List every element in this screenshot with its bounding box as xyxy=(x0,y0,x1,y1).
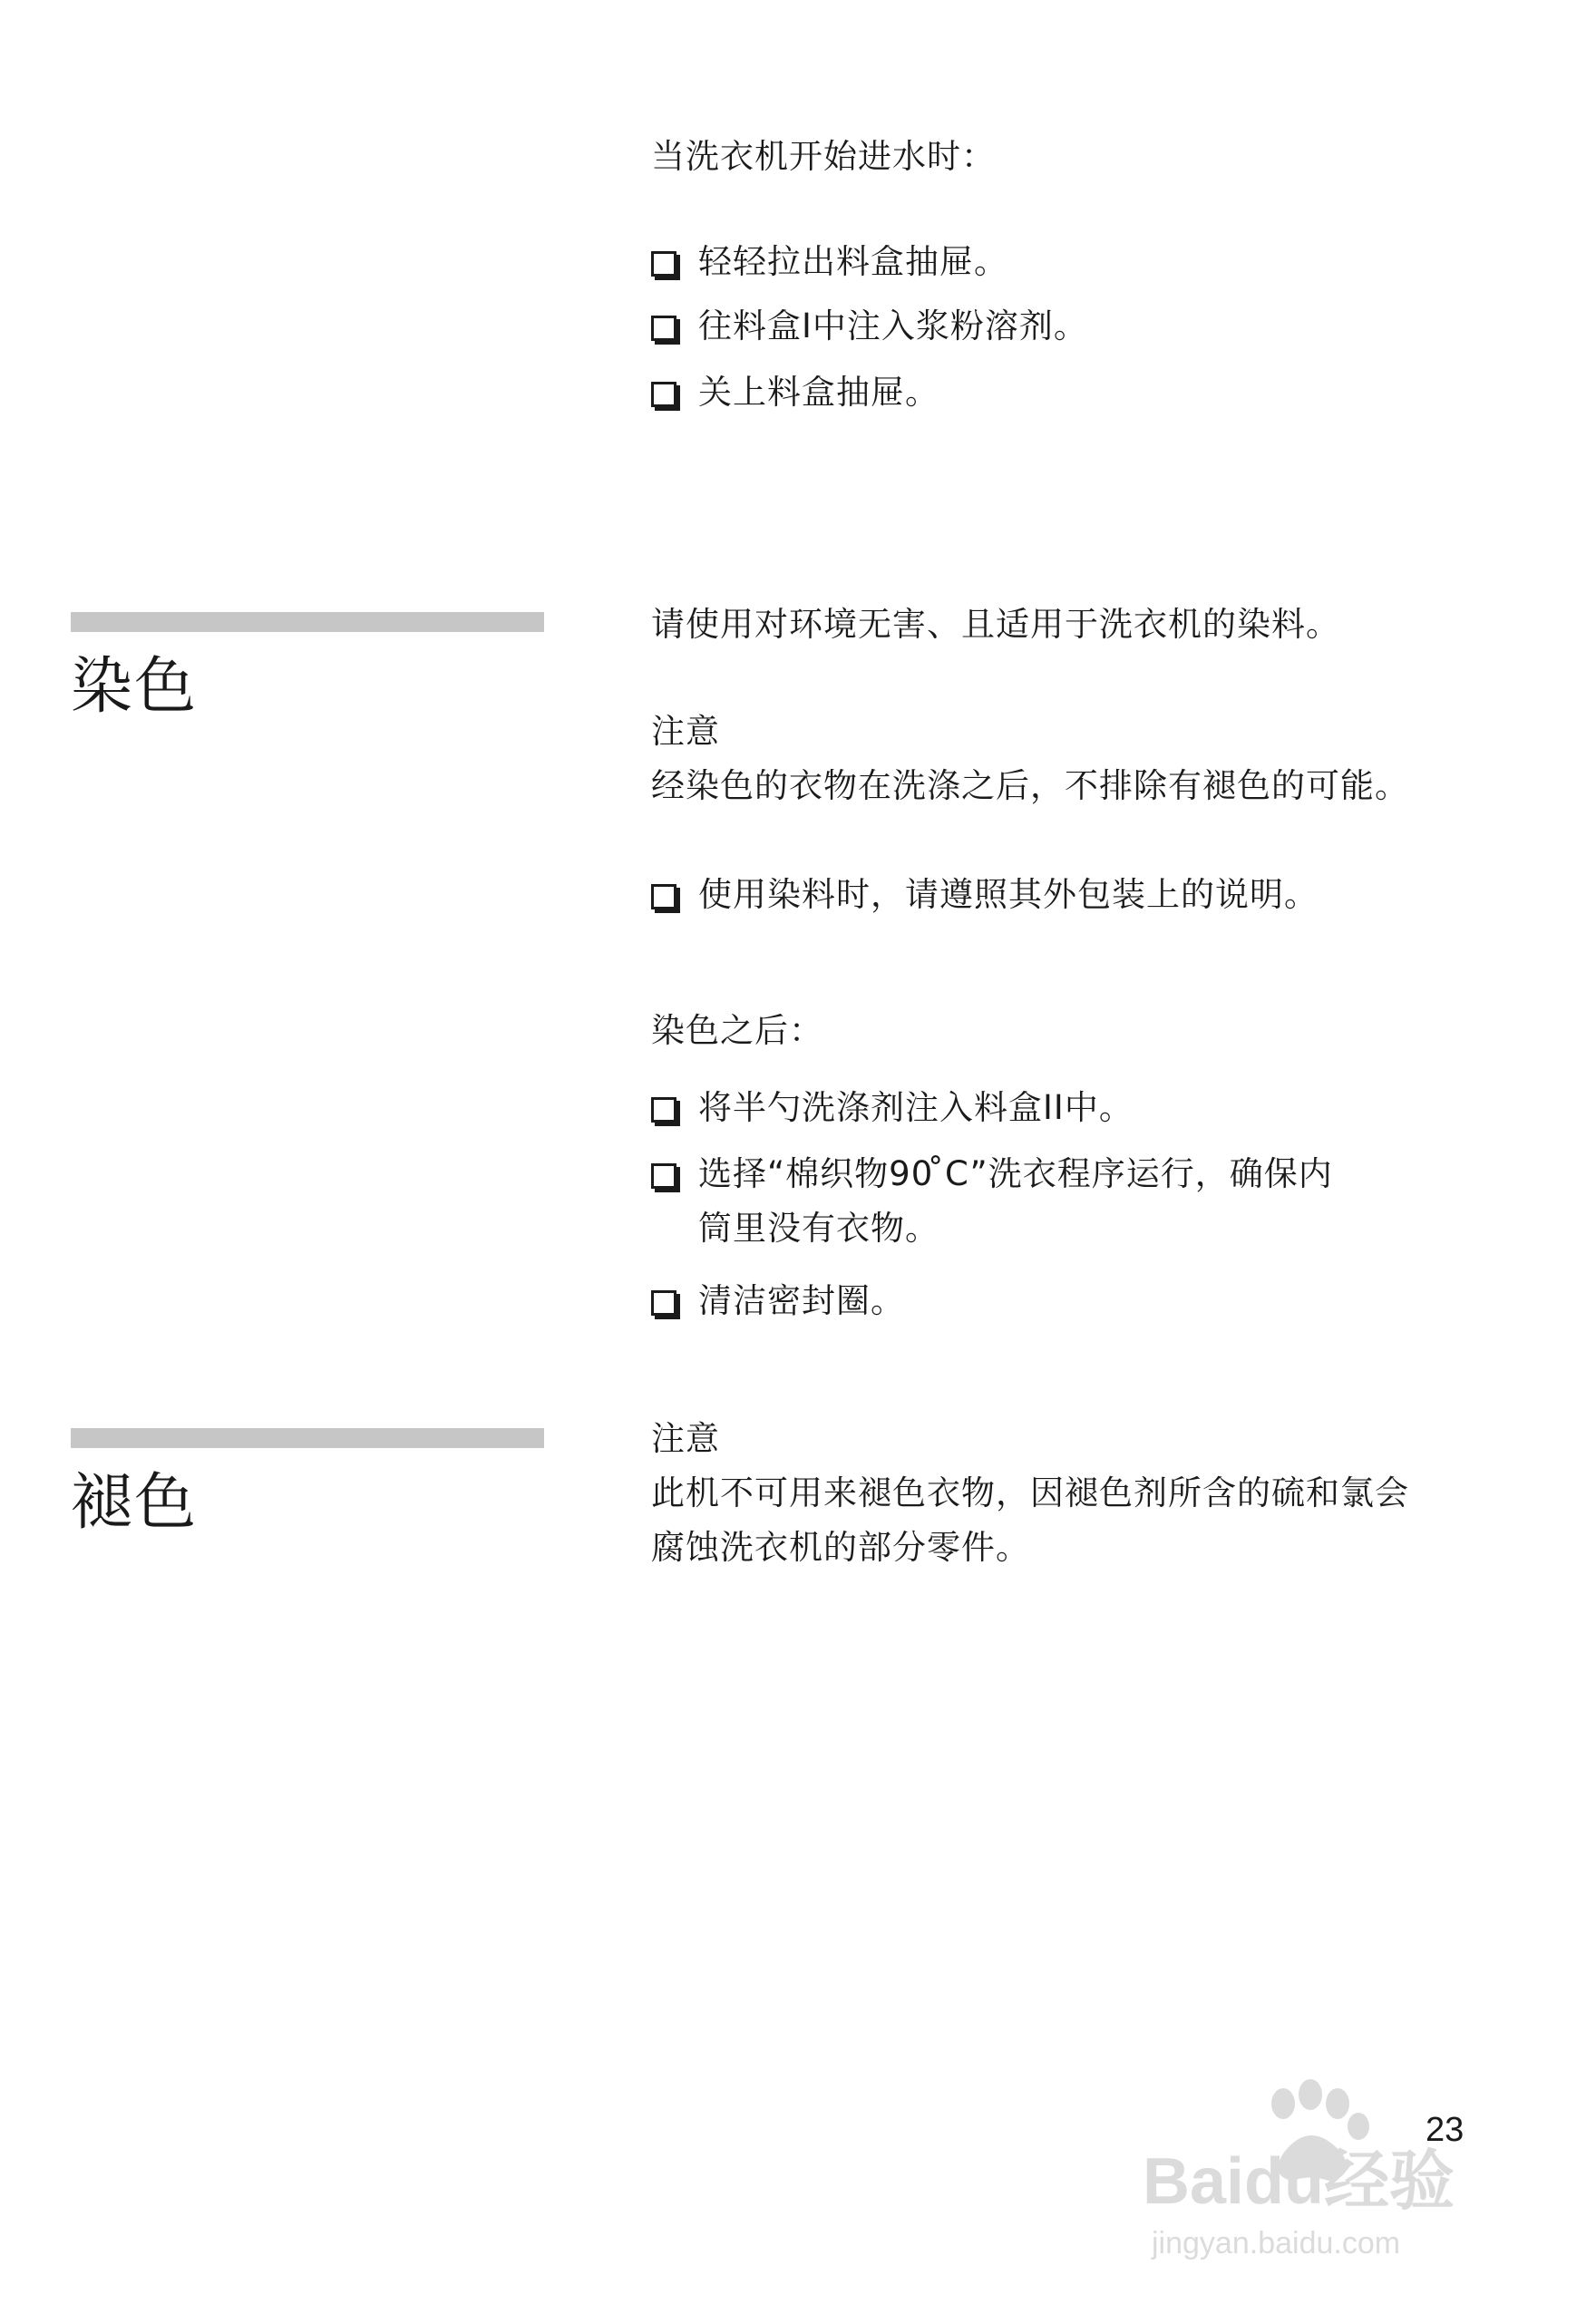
list-item xyxy=(651,1150,1333,1253)
checkbox-icon xyxy=(651,1097,676,1123)
dyeing-paragraph: 请使用对环境无害、且适用于洗衣机的染料。 xyxy=(651,605,1340,644)
section-divider xyxy=(71,612,544,632)
list-item xyxy=(651,1277,905,1326)
checkbox-icon xyxy=(651,1290,676,1316)
list-item-text: 选择“棉织物90 ̊C”洗衣程序运行，确保内 xyxy=(698,1154,1333,1193)
list-item-text-continued: 筒里没有衣物。 xyxy=(698,1209,939,1248)
section-title-fading: 褪色 xyxy=(71,1467,199,1539)
note-text-continued: 腐蚀洗衣机的部分零件。 xyxy=(651,1528,1030,1567)
checkbox-icon xyxy=(651,382,676,407)
note-label: 注意 xyxy=(651,1419,720,1458)
list-item xyxy=(651,302,1088,351)
note-text: 此机不可用来褪色衣物，因褪色剂所含的硫和氯会 xyxy=(651,1473,1409,1512)
checkbox-icon xyxy=(651,251,676,277)
list-item-text: 往料盒I中注入浆粉溶剂。 xyxy=(698,306,1088,345)
list-item xyxy=(651,368,939,417)
list-item xyxy=(651,870,1319,919)
list-item-text: 轻轻拉出料盒抽屉。 xyxy=(698,242,1008,281)
list-item xyxy=(651,1084,1134,1133)
list-item-text: 清洁密封圈。 xyxy=(698,1281,905,1320)
list-item-text: 关上料盒抽屉。 xyxy=(698,373,939,412)
section-title-dyeing: 染色 xyxy=(71,651,199,723)
checkbox-icon xyxy=(651,1163,676,1189)
note-label: 注意 xyxy=(651,712,720,751)
section-divider xyxy=(71,1428,544,1448)
baidu-watermark xyxy=(1124,2067,1505,2276)
watermark-brand: Baidu经验 xyxy=(1143,2145,1455,2218)
checkbox-icon xyxy=(651,884,676,909)
note-text: 经染色的衣物在洗涤之后，不排除有褪色的可能。 xyxy=(651,766,1409,805)
list-item xyxy=(651,238,1008,287)
after-dyeing-label: 染色之后： xyxy=(651,1011,823,1050)
list-item-text: 将半勺洗涤剂注入料盒II中。 xyxy=(698,1088,1134,1127)
intro-lead: 当洗衣机开始进水时： xyxy=(651,137,996,176)
list-item-text: 使用染料时，请遵照其外包装上的说明。 xyxy=(698,875,1319,914)
page-number: 23 xyxy=(1426,2111,1465,2149)
checkbox-icon xyxy=(651,316,676,341)
watermark-url: jingyan.baidu.com xyxy=(1152,2226,1401,2261)
